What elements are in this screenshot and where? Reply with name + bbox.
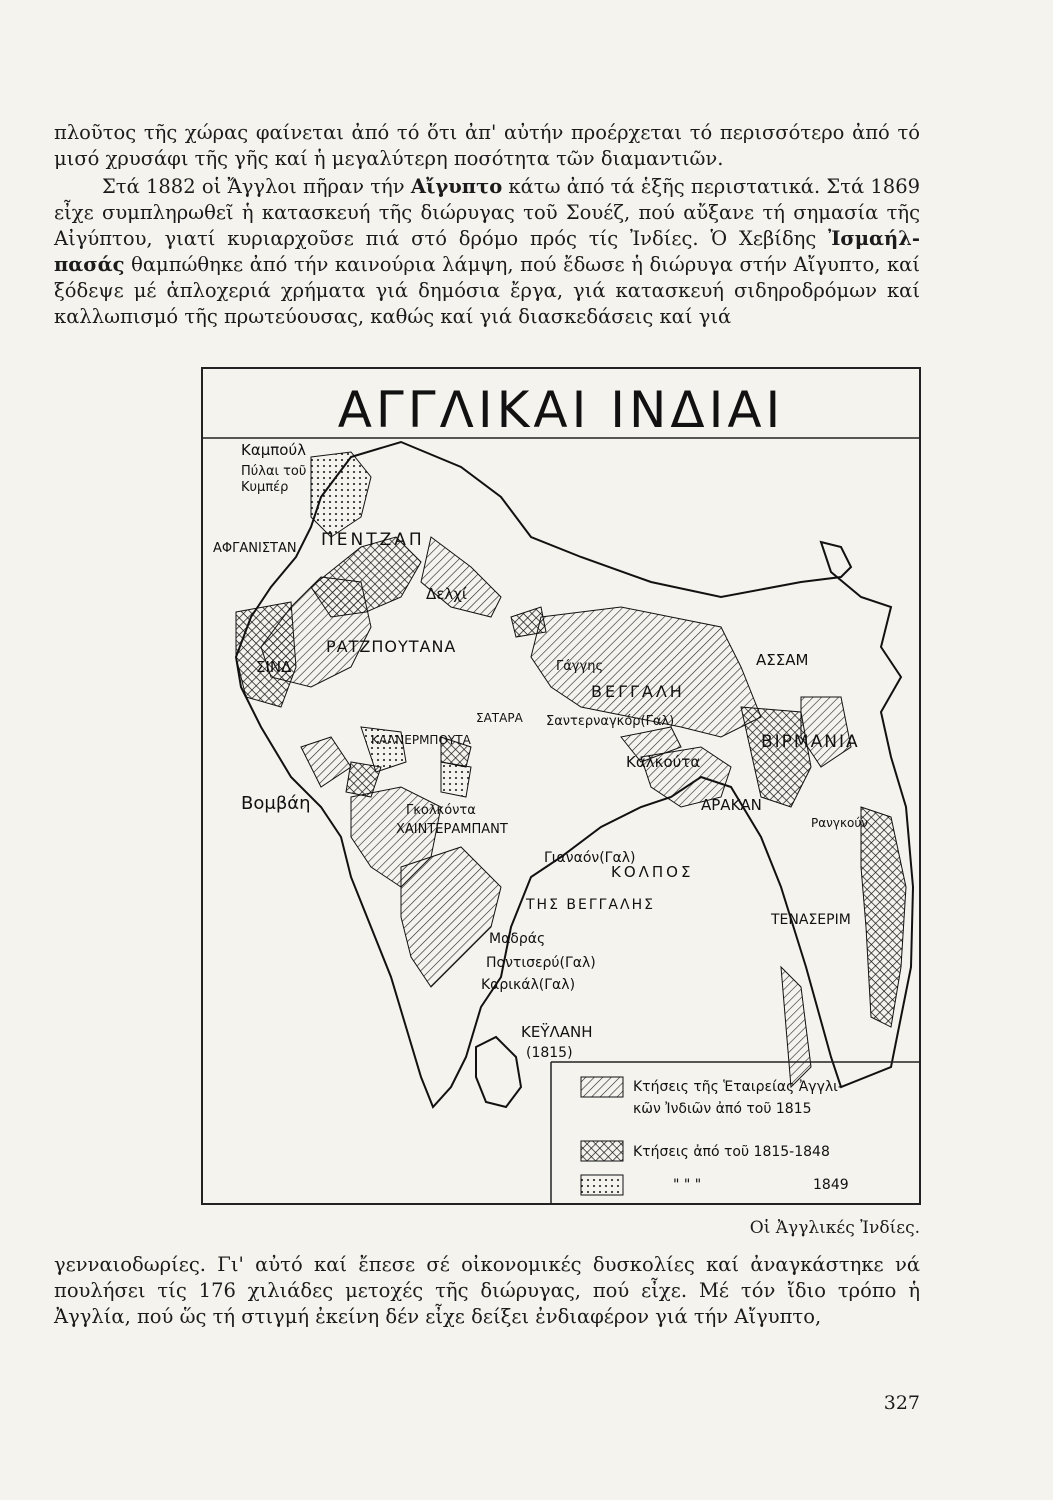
paragraph-text: γενναιοδωρίες. Γι' αὐτό καί ἔπεσε σέ οἰκονομικές δυσκολίες καί ἀναγκάστηκε νά πουλήσει τίς 176 χιλιάδες μετοχές τῆς διώρυγας, πού εἶχε. Μέ τόν ἴδιο τρόπο ἡ Ἀγγλία, πού ὥς τή στιγμή ἐκείνη δέν εἶχε δείξει ἐνδιαφέρον γιά τήν Αἴγυπτο, [54,1253,920,1328]
label-bengal: ΒΕΓΓΑΛΗ [591,682,685,701]
legend-label-1815-line1: Κτήσεις τῆς Ἑταιρείας Ἀγγλι- [633,1079,843,1095]
label-tenasserim: ΤΕΝΑΣΕΡΙΜ [771,912,851,928]
paragraph-bottom [54,1252,920,1330]
label-ceylon-year: (1815) [526,1045,573,1061]
label-calcutta: Καλκούτα [626,753,701,771]
label-chandernagore: Σαντερναγκόρ(Γαλ) [546,714,675,729]
figure-caption: Οἱ Ἀγγλικές Ἰνδίες. [749,1218,920,1238]
legend-ditto-marks: " " " [673,1177,702,1193]
page-number: 327 [883,1392,920,1414]
label-burma: ΒΙΡΜΑΝΙΑ [761,732,860,752]
label-ceylon: ΚΕΫΛΑΝΗ [521,1023,593,1041]
label-rajputana: ΡΑΤΖΠΟΥΤΑΝΑ [326,637,457,656]
label-kalnerbouta: ΚΑΛΝΕΡΜΠΟΥΤΑ [371,733,471,747]
paragraph-egypt [54,174,920,330]
label-khyber-pass: Πύλαι τοῦ [241,464,307,479]
legend-swatch-crosshatched [581,1141,623,1161]
legend-swatch-dotted [581,1175,623,1195]
label-madras: Μαδράς [489,931,546,947]
legend-label-1849: 1849 [813,1177,849,1193]
label-rangoon: Ρανγκούν [811,816,869,830]
legend-swatch-hatched [581,1077,623,1097]
paragraph-continuation [54,120,920,172]
label-bombay: Βομβάη [241,793,311,814]
paragraph-text-part: θαμπώθηκε ἀπό τήν καινούρια λάμψη, πού ἔδωσε ἡ διώρυγα στήν Αἴγυπτο, καί ξόδεψε μέ ἁπλοχεριά χρήματα γιά δημόσια ἔργα, γιά κατασκευή σιδηροδρόμων καί καλλωπισμό τῆς πρωτεύουσας, καθώς καί γιά διασκεδάσεις καί γιά [54,253,920,328]
ceylon-island [476,1037,521,1107]
region-crosshatched [236,602,296,707]
label-afghanistan: ΑΦΓΑΝΙΣΤΑΝ [213,541,297,556]
label-kabul: Καμπούλ [241,441,307,459]
label-pondicherry: Ποντισερύ(Γαλ) [486,955,596,971]
map-title: ΑΓΓΛΙΚΑΙ ΙΝΔΙΑΙ [337,381,785,439]
paragraph-text: πλοῦτος τῆς χώρας φαίνεται ἀπό τό ὅτι ἀπ' αὐτήν προέρχεται τό περισσότερο ἀπό τό μισό χρυσάφι τῆς γῆς καί ἡ μεγαλύτερη ποσότητα τῶν διαμαντιῶν. [54,121,920,170]
label-delhi: Δελχί [426,585,467,603]
label-punjab: ΠΕΝΤΖΑΠ [321,530,425,550]
label-arakan: ΑΡΑΚΑΝ [701,796,762,814]
legend-label-1815-1848: Κτήσεις ἀπό τοῦ 1815-1848 [633,1144,830,1160]
bold-term-ismail: Ἰσμαήλ-πασάς [54,227,920,276]
label-karikal: Καρικάλ(Γαλ) [481,977,576,993]
label-assam: ΑΣΣΑΜ [756,651,809,669]
label-gulf-line2: ΤΗΣ ΒΕΓΓΑΛΗΣ [526,897,655,913]
map-svg [201,367,921,1205]
paragraph-text-part: Στά 1882 οἱ Ἄγγλοι πῆραν τήν [102,175,411,198]
region-dotted [441,762,471,797]
label-ganges: Γάγγης [556,659,604,674]
paragraph-text-part: κάτω ἀπό τά ἑξῆς περιστατικά. Στά 1869 εἶχε συμπληρωθεῖ ἡ κατασκευή τῆς διώρυγας τοῦ Σουέζ, πού αὔξανε τή σημασία τῆς Αἰγύπτου, γιατί κυριαρχοῦσε πιά στό δρόμο πρός τίς Ἰνδίες. Ὁ Χεβίδης [54,175,921,250]
label-gulf-line1: ΚΟΛΠΟΣ [611,863,694,881]
bold-term-egypt: Αἴγυπτο [410,175,503,198]
map-figure [201,367,921,1205]
label-yanaon: Γιαναόν(Γαλ) [544,850,636,866]
label-satara: ΣΑΤΑΡΑ [476,711,523,725]
label-sind: ΣΙΝΔ [256,658,292,676]
legend-label-1815-line2: κῶν Ἰνδιῶν ἀπό τοῦ 1815 [633,1101,812,1117]
region-hatched [781,967,811,1087]
map-legend [551,1062,920,1204]
label-golconda: Γκολκόντα [406,803,476,818]
label-khyber: Κυμπέρ [241,480,289,495]
label-hyderabad: ΧΑΙΝΤΕΡΑΜΠΑΝΤ [396,822,508,837]
